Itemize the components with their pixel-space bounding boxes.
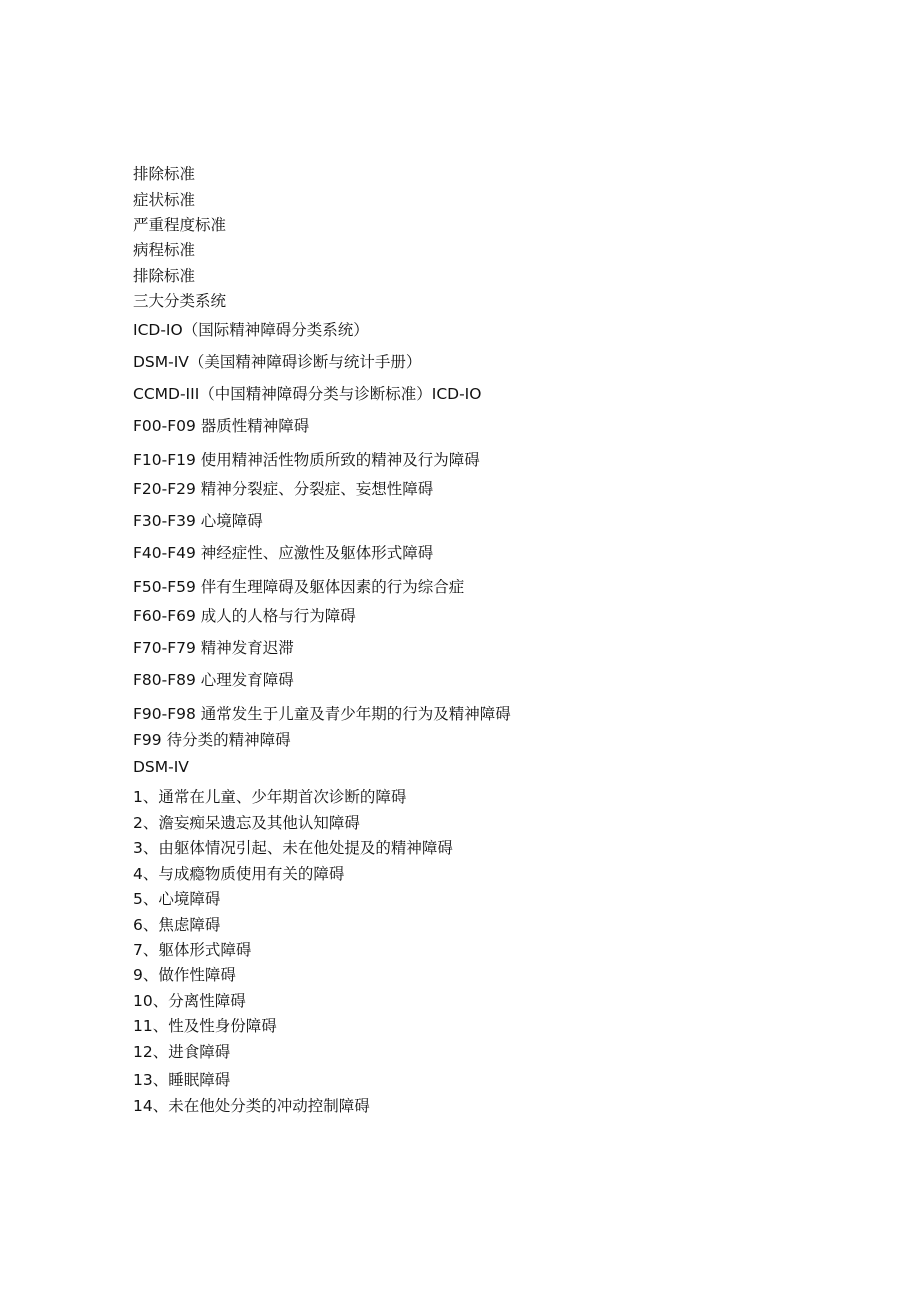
- dsm-category: 10、分离性障碍: [133, 992, 246, 1010]
- dsm-category: 2、澹妄痴呆遗忘及其他认知障碍: [133, 814, 360, 832]
- dsm-category: 4、与成瘾物质使用有关的障碍: [133, 865, 345, 883]
- icd-category: F60-F69 成人的人格与行为障碍: [133, 607, 356, 625]
- text-line: 病程标准: [133, 241, 196, 259]
- text-line: 严重程度标准: [133, 216, 227, 234]
- icd-category: F70-F79 精神发育迟滞: [133, 639, 294, 657]
- text-line: 排除标准: [133, 267, 196, 285]
- dsm-category: 7、躯体形式障碍: [133, 941, 252, 959]
- icd-category: F10-F19 使用精神活性物质所致的精神及行为障碍: [133, 451, 480, 469]
- dsm-category: 5、心境障碍: [133, 890, 221, 908]
- text-line: CCMD-III（中国精神障碍分类与诊断标准）ICD-IO: [133, 385, 482, 403]
- icd-category: F20-F29 精神分裂症、分裂症、妄想性障碍: [133, 480, 434, 498]
- icd-category: F50-F59 伴有生理障碍及躯体因素的行为综合症: [133, 578, 465, 596]
- dsm-category: 12、进食障碍: [133, 1043, 231, 1061]
- icd-category: F00-F09 器质性精神障碍: [133, 417, 310, 435]
- dsm-category: 6、焦虑障碍: [133, 916, 221, 934]
- dsm-category: 11、性及性身份障碍: [133, 1017, 277, 1035]
- text-line: 排除标准: [133, 165, 196, 183]
- dsm-category: 9、做作性障碍: [133, 966, 236, 984]
- dsm-category: 14、未在他处分类的冲动控制障碍: [133, 1097, 370, 1115]
- dsm-category: 1、通常在儿童、少年期首次诊断的障碍: [133, 788, 407, 806]
- section-heading: 三大分类系统: [133, 292, 227, 310]
- text-line: 症状标准: [133, 191, 196, 209]
- dsm-category: 3、由躯体情况引起、未在他处提及的精神障碍: [133, 839, 453, 857]
- icd-category: F80-F89 心理发育障碍: [133, 671, 294, 689]
- section-heading: DSM-IV: [133, 758, 189, 776]
- text-line: DSM-IV（美国精神障碍诊断与统计手册）: [133, 353, 422, 371]
- icd-category: F30-F39 心境障碍: [133, 512, 263, 530]
- icd-category: F90-F98 通常发生于儿童及青少年期的行为及精神障碍: [133, 705, 511, 723]
- icd-category: F40-F49 神经症性、应激性及躯体形式障碍: [133, 544, 434, 562]
- icd-category: F99 待分类的精神障碍: [133, 731, 291, 749]
- text-line: ICD-IO（国际精神障碍分类系统）: [133, 321, 369, 339]
- dsm-category: 13、睡眠障碍: [133, 1071, 231, 1089]
